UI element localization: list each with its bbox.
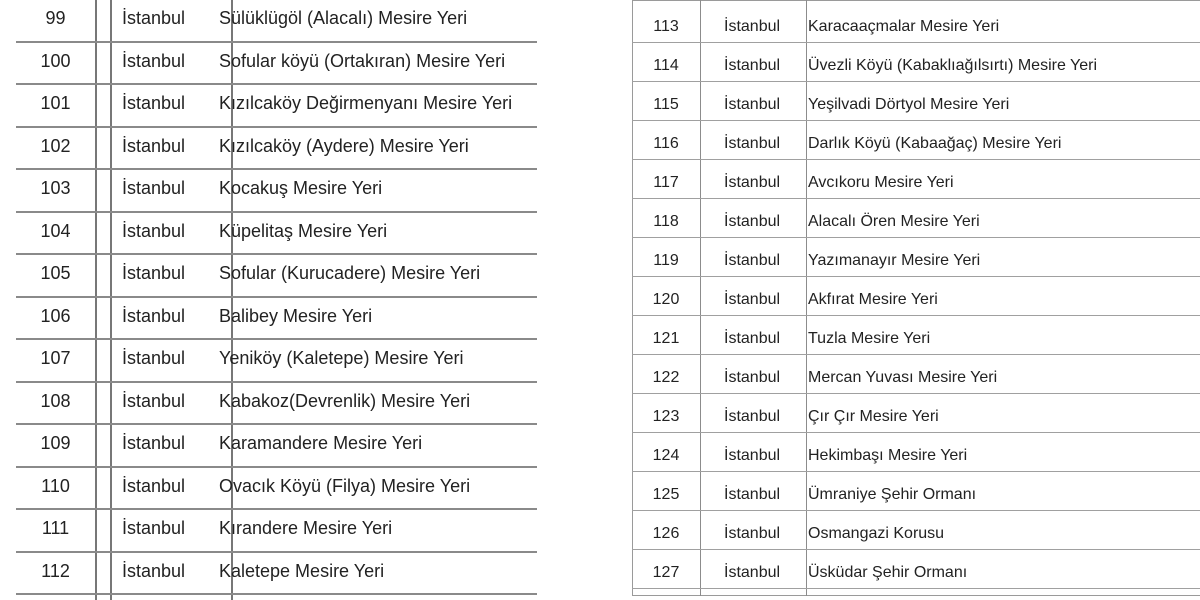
row-number: 106 [40,305,71,326]
row-city: İstanbul [122,390,186,411]
row-place-name: Yazımanayır Mesire Yeri [808,252,981,269]
row-place-name: Karamandere Mesire Yeri [219,433,423,453]
row-city: İstanbul [122,93,186,113]
row-number: 113 [653,18,679,35]
row-place-name: Ovacık Köyü (Filya) Mesire Yeri [219,475,471,496]
row-place-name: Küpelitaş Mesire Yeri [219,220,388,241]
table-row [16,340,537,383]
table-row [16,383,537,426]
row-city: İstanbul [724,525,781,542]
row-city: İstanbul [724,135,781,152]
row-city: İstanbul [724,408,781,425]
row-place-name: Tuzla Mesire Yeri [808,330,931,347]
row-place-name: Karacaaçmalar Mesire Yeri [808,18,1000,35]
table-row [16,298,537,341]
table-row [16,85,537,128]
row-number: 124 [652,447,680,464]
table-row [632,355,1200,394]
row-place-name: Yeniköy (Kaletepe) Mesire Yeri [219,348,464,368]
row-place-name: Akfırat Mesire Yeri [808,291,938,308]
row-city: İstanbul [122,135,186,156]
table-row [16,510,537,553]
row-place-name: Osmangazi Korusu [808,525,945,542]
row-number: 114 [653,57,679,74]
row-number: 127 [652,564,680,581]
table-row [632,43,1200,82]
row-city: İstanbul [122,433,186,453]
table-row [632,433,1200,472]
row-number: 123 [652,408,680,425]
row-city: İstanbul [122,475,186,496]
table-row [632,394,1200,433]
table-row [632,121,1200,160]
row-city: İstanbul [724,18,781,35]
row-city: İstanbul [122,178,186,198]
row-place-name: Kırandere Mesire Yeri [219,518,393,538]
row-number: 119 [653,252,679,269]
row-number: 105 [40,263,71,283]
row-city: İstanbul [724,57,781,74]
table-row [632,4,1200,43]
row-number: 102 [40,135,71,156]
table-row [632,82,1200,121]
row-city: İstanbul [122,220,186,241]
row-number: 118 [653,213,679,230]
table-row [16,213,537,256]
row-place-name: Üsküdar Şehir Ormanı [808,564,968,581]
row-place-name: Kızılcaköy (Aydere) Mesire Yeri [219,135,469,156]
row-city: İstanbul [724,447,781,464]
table-row [632,199,1200,238]
row-place-name: Kaletepe Mesire Yeri [219,560,385,581]
table-row [16,170,537,213]
row-city: İstanbul [122,560,186,581]
row-number: 110 [41,475,70,496]
row-place-name: Sülüklügöl (Alacalı) Mesire Yeri [219,8,468,28]
row-city: İstanbul [724,174,781,191]
row-place-name: Kabakoz(Devrenlik) Mesire Yeri [219,390,471,411]
row-place-name: Balibey Mesire Yeri [219,305,373,326]
row-place-name: Yeşilvadi Dörtyol Mesire Yeri [808,96,1010,113]
row-number: 104 [40,220,71,241]
table-row [632,238,1200,277]
row-city: İstanbul [724,96,781,113]
row-number: 100 [40,50,71,71]
left-table [16,0,537,600]
row-city: İstanbul [122,348,186,368]
row-number: 108 [40,390,71,411]
table-row [632,277,1200,316]
table-row [632,511,1200,550]
row-place-name: Üvezli Köyü (Kabaklıağılsırtı) Mesire Yeri [808,57,1097,74]
table-row [632,316,1200,355]
right-table [632,0,1200,600]
row-city: İstanbul [724,369,781,386]
row-number: 112 [41,560,70,581]
table-row [632,550,1200,589]
row-number: 99 [45,8,66,28]
row-place-name: Çır Çır Mesire Yeri [808,408,939,425]
row-city: İstanbul [724,213,781,230]
row-city: İstanbul [122,518,186,538]
row-city: İstanbul [724,486,781,503]
table-row [632,472,1200,511]
table-row [16,43,537,86]
row-number: 117 [653,174,679,191]
table-row [632,160,1200,199]
row-number: 122 [652,369,680,386]
row-number: 107 [40,348,71,368]
table-row [16,468,537,511]
table-row [16,0,537,43]
row-place-name: Darlık Köyü (Kabaağaç) Mesire Yeri [808,135,1062,152]
row-number: 109 [40,433,71,453]
row-number: 120 [652,291,680,308]
row-place-name: Alacalı Ören Mesire Yeri [808,213,980,230]
row-city: İstanbul [122,8,186,28]
row-city: İstanbul [724,252,781,269]
row-city: İstanbul [122,50,186,71]
row-number: 115 [653,96,679,113]
table-row [16,255,537,298]
table-row [16,128,537,171]
row-place-name: Sofular (Kurucadere) Mesire Yeri [219,263,481,283]
row-number: 111 [41,518,70,538]
row-city: İstanbul [724,330,781,347]
row-city: İstanbul [122,305,186,326]
row-number: 101 [40,93,71,113]
row-place-name: Hekimbaşı Mesire Yeri [808,447,968,464]
row-number: 126 [652,525,680,542]
row-city: İstanbul [724,564,781,581]
row-city: İstanbul [122,263,186,283]
table-row [16,553,537,596]
row-number: 121 [652,330,680,347]
row-place-name: Mercan Yuvası Mesire Yeri [808,369,998,386]
row-place-name: Kızılcaköy Değirmenyanı Mesire Yeri [219,93,513,113]
table-row [16,425,537,468]
row-place-name: Ümraniye Şehir Ormanı [808,486,977,503]
row-city: İstanbul [724,291,781,308]
row-number: 125 [652,486,680,503]
row-place-name: Kocakuş Mesire Yeri [219,178,383,198]
row-number: 116 [653,135,679,152]
row-number: 103 [40,178,71,198]
row-place-name: Sofular köyü (Ortakıran) Mesire Yeri [219,50,506,71]
row-place-name: Avcıkoru Mesire Yeri [808,174,954,191]
